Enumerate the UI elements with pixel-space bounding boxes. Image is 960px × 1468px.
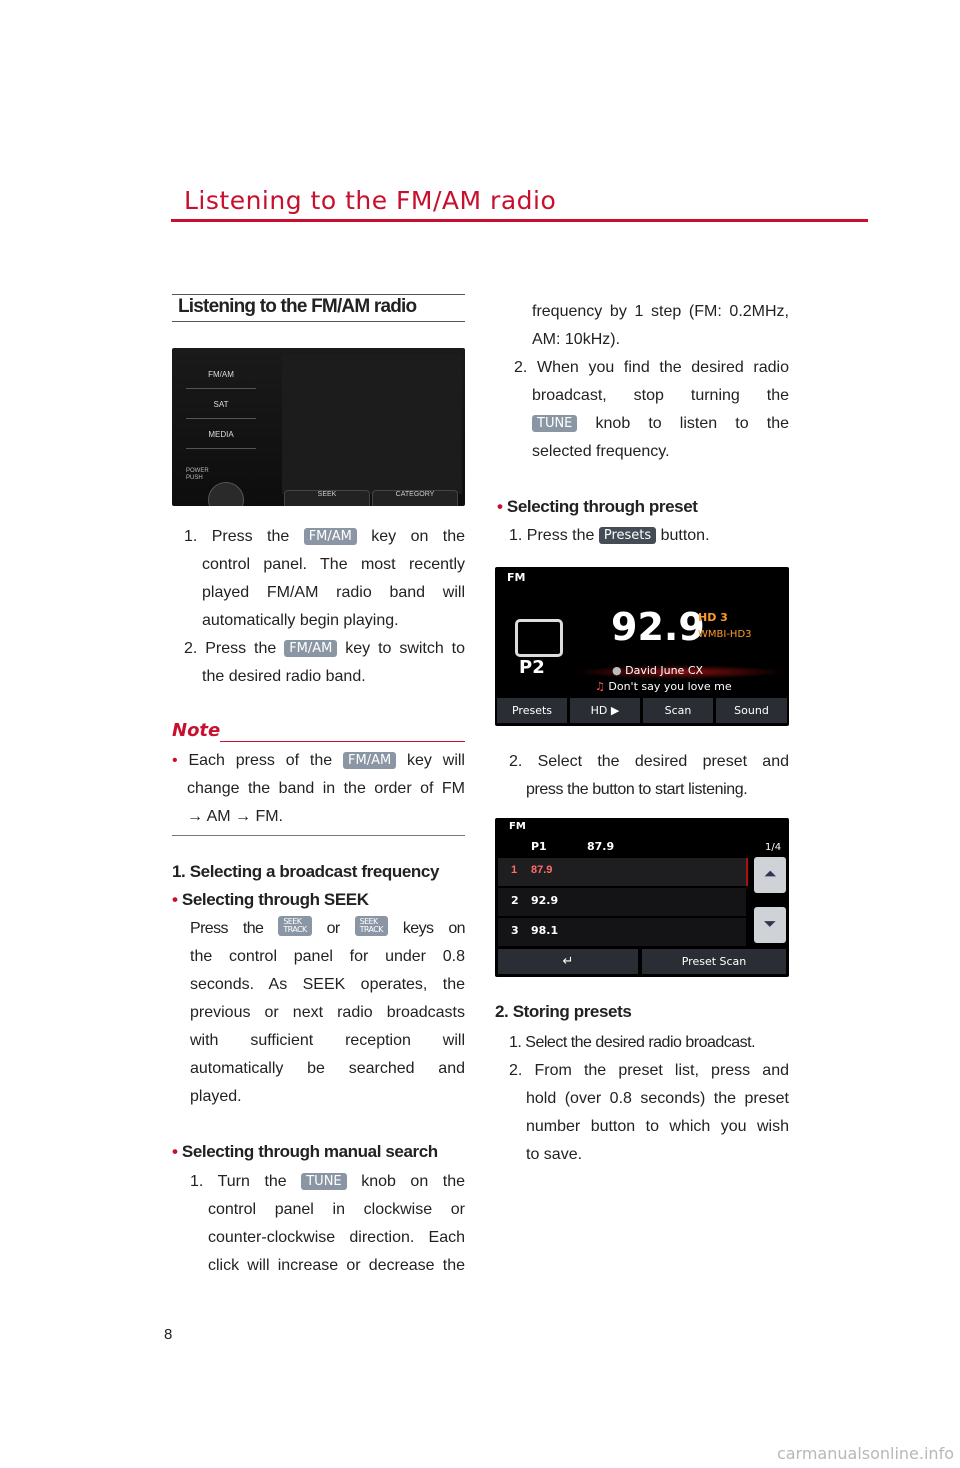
manual-heading: [172, 1142, 438, 1162]
power-knob: [208, 482, 244, 506]
seek-track-up-key: SEEK TRACK: [278, 916, 311, 936]
preset-heading-text: Selecting through preset: [506, 497, 698, 516]
bullet-icon: •: [172, 1142, 178, 1161]
screen-presets-button: Presets: [497, 698, 567, 723]
music-note-icon: ♫: [595, 680, 605, 693]
preset-scan-button: Preset Scan: [642, 949, 786, 974]
note-line-2: change the band in the order of FM: [187, 780, 465, 797]
note-line-3: → AM → FM.: [187, 808, 283, 825]
manual-heading-text: Selecting through manual search: [181, 1142, 438, 1161]
preset-row-number: 3: [511, 924, 519, 937]
seek-heading: [172, 890, 369, 910]
step-2-text-after: key to switch to: [345, 640, 466, 657]
fmam-key-3: FM/AM: [343, 752, 396, 769]
seek-or-text: or: [326, 920, 340, 937]
preset-row-freq: 98.1: [531, 924, 559, 937]
screen-hd-button: HD ▶: [570, 698, 640, 723]
preset-step-2: [509, 748, 789, 804]
manual-step-1: [190, 1168, 465, 1280]
panel-sat-label: SAT: [186, 392, 256, 419]
title-rule: [171, 219, 868, 222]
step-1-line-4: automatically begin playing.: [202, 612, 399, 629]
step-1-text-after: key on the: [371, 528, 466, 545]
manual-step-2-line-1: 2. When you find the desired radio: [514, 359, 789, 376]
storing-step-2-line-4: to save.: [526, 1146, 583, 1163]
panel-fmam-label: FM/AM: [186, 362, 256, 389]
preset-step-2-line-2: press the button to start listening.: [526, 781, 748, 798]
radio-icon: [515, 619, 563, 657]
storing-step-2-line-3: number button to which you wish: [526, 1118, 789, 1135]
manual-line-2: control panel in clockwise or: [208, 1201, 465, 1218]
song-label: [595, 680, 732, 693]
page-number: 8: [164, 1326, 173, 1343]
seek-line-7: played.: [190, 1088, 242, 1105]
screen-sound-button: Sound: [716, 698, 787, 723]
manual-text: 1. Turn the: [190, 1173, 287, 1190]
step-1-text: 1. Press the: [184, 528, 290, 545]
panel-media-label: MEDIA: [186, 422, 256, 449]
note-rule: [220, 741, 465, 742]
seek-track-down-key: SEEK TRACK: [355, 916, 388, 936]
scroll-down-icon: ⏷: [754, 907, 786, 943]
note-text-after: key will: [407, 752, 465, 769]
screen-band-label: FM: [507, 571, 526, 584]
broadcast-heading: 1. Selecting a broadcast frequency: [172, 862, 439, 881]
preset-heading: [497, 497, 698, 517]
preset-row-number: 1: [511, 864, 518, 876]
note-body: [172, 747, 465, 831]
panel-power-label: POWER PUSH: [186, 468, 209, 481]
screen2-preset-label: P1: [531, 840, 547, 853]
section-heading-text: Listening to the FM/AM radio: [178, 296, 417, 317]
storing-step-2-line-1: 2. From the preset list, press and: [509, 1062, 789, 1079]
manual-line-6: AM: 10kHz).: [532, 331, 621, 348]
page-title: Listening to the FM/AM radio: [184, 186, 557, 215]
control-panel-image: [172, 348, 465, 506]
fmam-key-2: FM/AM: [284, 640, 337, 657]
seek-text: Press the: [190, 920, 264, 937]
storing-step-2-line-2: hold (over 0.8 seconds) the preset: [526, 1090, 789, 1107]
manual-line-4: click will increase or decrease the: [208, 1257, 465, 1274]
screen-frequency: 92.9: [611, 605, 705, 649]
screen2-page-label: 1/4: [765, 842, 782, 853]
preset-row: [498, 858, 748, 886]
preset-row: [498, 918, 746, 946]
seek-heading-text: Selecting through SEEK: [181, 890, 369, 909]
tune-key-2: TUNE: [532, 415, 577, 432]
back-icon: ↵: [498, 949, 638, 974]
seek-line-6: automatically be searched and: [190, 1060, 465, 1077]
watermark: carmanualsonline.info: [776, 1444, 954, 1463]
preset-step-2-line-1: 2. Select the desired preset and: [509, 753, 789, 770]
seek-line-3: seconds. As SEEK operates, the: [190, 976, 465, 993]
manual-text-after: knob on the: [361, 1173, 465, 1190]
presets-key: Presets: [599, 527, 656, 544]
radio-screen-image: [495, 567, 789, 726]
seek-line-5: with sufficient reception will: [190, 1032, 465, 1049]
song-text: Don't say you love me: [608, 680, 732, 693]
seek-body: [190, 915, 465, 1111]
preset-row: [498, 888, 746, 916]
preset-list-screen-image: [495, 818, 789, 977]
screen-preset-label: P2: [519, 657, 545, 678]
preset-row-number: 2: [511, 894, 519, 907]
bullet-icon: •: [497, 497, 503, 516]
step-2-line-2: the desired radio band.: [202, 668, 366, 685]
tune-key: TUNE: [301, 1173, 346, 1190]
manual-line-5: frequency by 1 step (FM: 0.2MHz,: [532, 303, 789, 320]
artist-text: David June CX: [625, 664, 704, 677]
manual-line-3: counter-clockwise direction. Each: [208, 1229, 465, 1246]
manual-step-2-line-3: knob to listen to the: [595, 415, 789, 432]
manual-step-1-cont: [514, 298, 789, 466]
screen2-band-label: FM: [509, 821, 526, 832]
person-icon: ●: [612, 664, 622, 677]
station-label: WMBI-HD3: [698, 629, 752, 640]
storing-body: [509, 1029, 789, 1169]
manual-step-2-line-2: broadcast, stop turning the: [532, 387, 789, 404]
seek-line-2: the control panel for under 0.8: [190, 948, 465, 965]
step-1-line-2: control panel. The most recently: [202, 556, 465, 573]
step-1: [184, 523, 465, 691]
seek-line-4: previous or next radio broadcasts: [190, 1004, 465, 1021]
seek-text-after: keys on: [402, 920, 465, 937]
preset-text-after: button.: [660, 527, 710, 544]
scroll-up-icon: ⏶: [754, 857, 786, 893]
bullet-icon: •: [172, 752, 178, 769]
note-text: Each press of the: [188, 752, 333, 769]
bullet-icon: •: [172, 890, 178, 909]
storing-heading: 2. Storing presets: [495, 1002, 632, 1021]
panel-category-label: CATEGORY: [372, 490, 458, 506]
step-1-line-3: played FM/AM radio band will: [202, 584, 465, 601]
panel-screen: [282, 354, 462, 494]
note-bottom-rule: [172, 835, 465, 836]
preset-text: 1. Press the: [509, 527, 595, 544]
preset-row-freq: 87.9: [531, 864, 553, 876]
fmam-key: FM/AM: [304, 528, 357, 545]
artist-label: [612, 664, 703, 677]
step-2-text: 2. Press the: [184, 640, 277, 657]
hd-label: HD 3: [698, 611, 728, 624]
section-heading: [172, 294, 465, 322]
screen-scan-button: Scan: [643, 698, 713, 723]
manual-step-2-line-4: selected frequency.: [532, 443, 670, 460]
preset-row-freq: 92.9: [531, 894, 559, 907]
panel-seek-label: SEEK: [284, 490, 370, 506]
note-label: Note: [172, 720, 221, 741]
storing-step-1: 1. Select the desired radio broadcast.: [509, 1034, 756, 1051]
preset-step-1: [509, 522, 789, 550]
screen2-freq-label: 87.9: [587, 840, 615, 853]
